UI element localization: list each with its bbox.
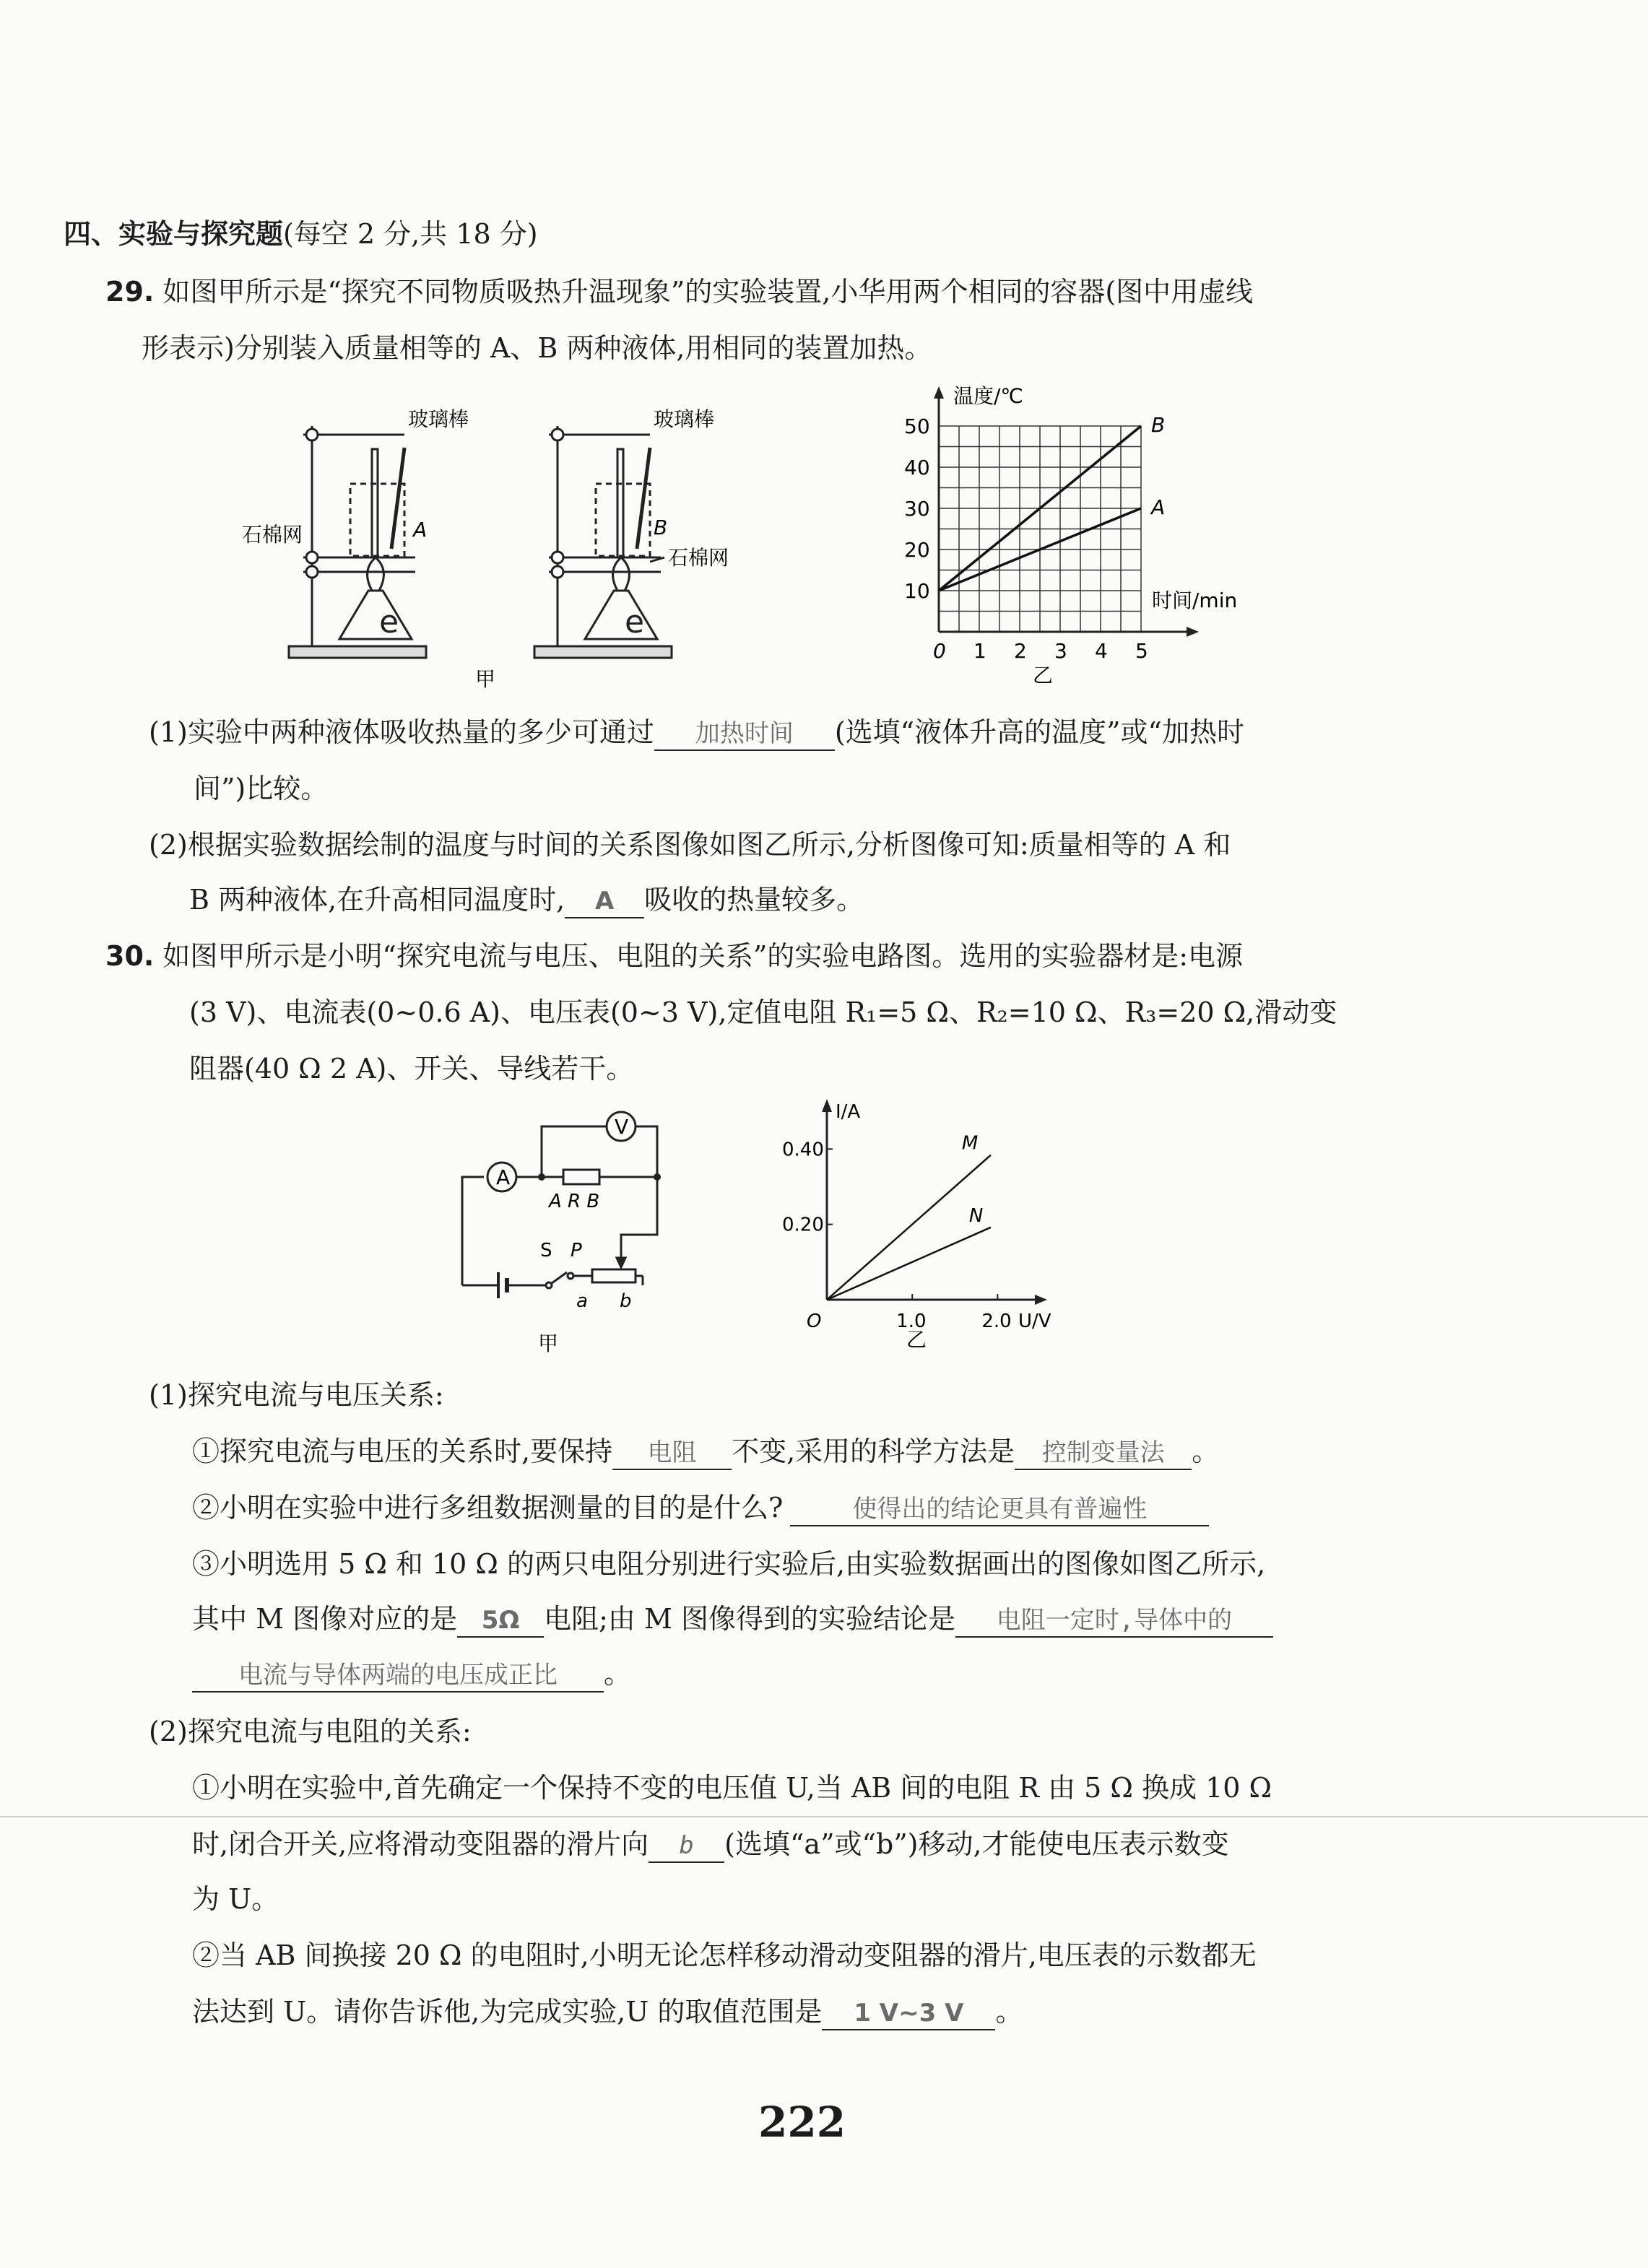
q30-circuit-figure <box>448 1105 664 1357</box>
svg-text:e: e <box>379 604 399 640</box>
q29-stem-line1 <box>105 274 1253 309</box>
x-tick-label: 3 <box>1054 639 1067 663</box>
rheostat-symbol <box>592 1269 636 1282</box>
q30-stem-text1: 如图甲所示是小明“探究电流与电压、电阻的关系”的实验电路图。选用的实验器材是:电源 <box>162 940 1244 972</box>
q30-s1-answer2: 控制变量法 <box>1015 1437 1192 1470</box>
q30-number: 30. <box>105 940 155 972</box>
q30-s2-prefix: ②小明在实验中进行多组数据测量的目的是什么? <box>192 1492 784 1524</box>
q30-stem-line2: (3 V)、电流表(0~0.6 A)、电压表(0~3 V),定值电阻 R₁=5 Ω、R₂=10 Ω、R₃=20 Ω,滑动变 <box>189 996 1337 1028</box>
q30-s3-answer2a: 电阻一定时,导体中的 <box>955 1604 1273 1638</box>
q29-stem-text1: 如图甲所示是“探究不同物质吸热升温现象”的实验装置,小华用两个相同的容器(图中用虚线 <box>162 276 1254 308</box>
q30-s3-line3 <box>192 1656 631 1693</box>
q30-iu-chart <box>766 1098 1069 1357</box>
q29-temperature-chart <box>888 383 1293 693</box>
x-axis-arrow <box>1187 627 1199 637</box>
x-tick-label: 1.0 <box>896 1311 927 1332</box>
q30-stem-line3: 阻器(40 Ω 2 A)、开关、导线若干。 <box>189 1053 634 1085</box>
q29-p1-suffix: (选填“液体升高的温度”或“加热时 <box>834 716 1244 748</box>
series-label-N: N <box>968 1204 984 1227</box>
end-a-label: a <box>576 1290 588 1312</box>
chart2-caption: 乙 <box>906 1328 927 1352</box>
section-header <box>64 217 538 251</box>
end-b-label: b <box>620 1290 632 1312</box>
liquid-label-b: B <box>654 516 668 539</box>
q30-t1-line1: ①小明在实验中,首先确定一个保持不变的电压值 U,当 AB 间的电阻 R 由 5 Ω 换成 10 Ω <box>192 1772 1272 1804</box>
q30-s3-prefix: 其中 M 图像对应的是 <box>192 1603 458 1635</box>
x-axis-arrow <box>1035 1295 1047 1305</box>
q29-p2-suffix: 吸收的热量较多。 <box>644 884 864 916</box>
net-label-right: 石棉网 <box>668 546 729 570</box>
q30-s2 <box>192 1490 1209 1526</box>
x-tick-label: 0 <box>933 639 946 663</box>
x-tick-label: 4 <box>1095 639 1108 663</box>
svg-text:e: e <box>625 604 645 640</box>
q30-s2-answer: 使得出的结论更具有普遍性 <box>790 1493 1209 1526</box>
q29-p1-line1 <box>149 715 1244 751</box>
q30-s1-prefix: ①探究电流与电压的关系时,要保持 <box>192 1435 613 1467</box>
series-label-M: M <box>961 1132 979 1155</box>
x-axis-label: U/V <box>1018 1311 1051 1332</box>
rod-label-left: 玻璃棒 <box>408 407 469 431</box>
x-axis-label: 时间/min <box>1152 588 1238 612</box>
scan-divider-line <box>0 1816 1648 1817</box>
x-tick-label: 2.0 <box>981 1311 1012 1332</box>
q30-t1-prefix: 时,闭合开关,应将滑动变阻器的滑片向 <box>192 1828 649 1860</box>
x-tick-label: 5 <box>1135 639 1148 663</box>
y-axis-arrow <box>934 386 944 399</box>
x-tick-label: O <box>807 1311 822 1332</box>
q30-s3-end: 。 <box>604 1658 632 1690</box>
x-tick-label: 2 <box>1014 639 1027 663</box>
net-label-left: 石棉网 <box>242 523 303 547</box>
liquid-label-a: A <box>413 518 428 542</box>
y-tick-label: 10 <box>904 579 930 603</box>
y-tick-label: 20 <box>904 538 930 562</box>
q30-s1-answer1: 电阻 <box>612 1437 732 1470</box>
q29-fig-jia-caption: 甲 <box>475 667 496 691</box>
section-note: (每空 2 分,共 18 分) <box>283 218 538 250</box>
q30-t1-suffix: (选填“a”或“b”)移动,才能使电压表示数变 <box>724 1828 1229 1860</box>
section-title: 四、实验与探究题 <box>64 218 284 250</box>
y-axis-label: 温度/℃ <box>953 384 1023 408</box>
rod-label-right: 玻璃棒 <box>654 407 715 431</box>
q30-s1 <box>192 1434 1219 1470</box>
q29-p2-line1: (2)根据实验数据绘制的温度与时间的关系图像如图乙所示,分析图像可知:质量相等的 A 和 <box>149 829 1231 861</box>
q30-t1-answer: b <box>649 1830 724 1863</box>
q30-part2-title: (2)探究电流与电阻的关系: <box>149 1716 472 1747</box>
y-axis-label: I/A <box>836 1101 861 1123</box>
q30-stem-line1 <box>105 939 1243 973</box>
chart1-caption: 乙 <box>1033 664 1054 687</box>
q29-p1-line2: 间”)比较。 <box>194 773 329 804</box>
q30-part1-title: (1)探究电流与电压关系: <box>149 1379 444 1411</box>
q30-s1-mid: 不变,采用的科学方法是 <box>732 1435 1015 1467</box>
q29-p2-prefix: B 两种液体,在升高相同温度时, <box>189 884 565 916</box>
series-label-A: A <box>1151 495 1166 519</box>
q30-s3-answer1: 5Ω <box>457 1604 544 1638</box>
q30-s1-end: 。 <box>1192 1435 1220 1467</box>
q30-s3-line2 <box>192 1602 1273 1638</box>
q30-t1-line3: 为 U。 <box>192 1883 279 1915</box>
q29-number: 29. <box>105 276 155 308</box>
q29-p1-prefix: (1)实验中两种液体吸收热量的多少可通过 <box>149 716 654 748</box>
ammeter-label: A <box>496 1165 511 1189</box>
q30-t2-line2 <box>192 1994 1023 2030</box>
y-tick-label: 0.40 <box>782 1139 824 1161</box>
resistor-symbol <box>563 1170 599 1184</box>
series-label-B: B <box>1151 413 1166 437</box>
y-tick-label: 0.20 <box>782 1214 824 1236</box>
x-tick-label: 1 <box>973 639 986 663</box>
q30-s3-mid: 电阻;由 M 图像得到的实验结论是 <box>544 1603 955 1635</box>
series-line-N <box>827 1228 991 1300</box>
q30-s3-answer2b: 电流与导体两端的电压成正比 <box>192 1659 604 1693</box>
y-axis-arrow <box>822 1099 832 1112</box>
y-tick-label: 30 <box>904 497 930 521</box>
switch-label: S <box>540 1240 552 1261</box>
series-line-M <box>827 1155 991 1300</box>
q30-t2-end: 。 <box>995 1996 1023 2028</box>
y-tick-label: 50 <box>904 414 930 438</box>
q30-t2-line1: ②当 AB 间换接 20 Ω 的电阻时,小明无论怎样移动滑动变阻器的滑片,电压表的示数都无 <box>192 1939 1257 1971</box>
slider-label: P <box>571 1240 582 1261</box>
y-tick-label: 40 <box>904 456 930 479</box>
q30-t1-line2 <box>192 1827 1229 1863</box>
q29-p2-answer: A <box>565 885 644 918</box>
q30-s3-line1: ③小明选用 5 Ω 和 10 Ω 的两只电阻分别进行实验后,由实验数据画出的图像如图乙所示, <box>192 1548 1266 1580</box>
q30-t2-answer: 1 V~3 V <box>822 1997 995 2030</box>
q29-apparatus-figure <box>231 397 780 700</box>
resistor-label: A R B <box>549 1191 600 1212</box>
q29-stem-line2: 形表示)分别装入质量相等的 A、B 两种液体,用相同的装置加热。 <box>142 332 932 364</box>
q29-p2-line2 <box>189 882 864 918</box>
q29-p1-answer: 加热时间 <box>654 718 835 751</box>
q30-t2-prefix: 法达到 U。请你告诉他,为完成实验,U 的取值范围是 <box>192 1996 823 2028</box>
voltmeter-label: V <box>615 1115 629 1139</box>
q30-fig-jia-caption: 甲 <box>538 1331 559 1355</box>
page-number: 222 <box>758 2098 846 2147</box>
